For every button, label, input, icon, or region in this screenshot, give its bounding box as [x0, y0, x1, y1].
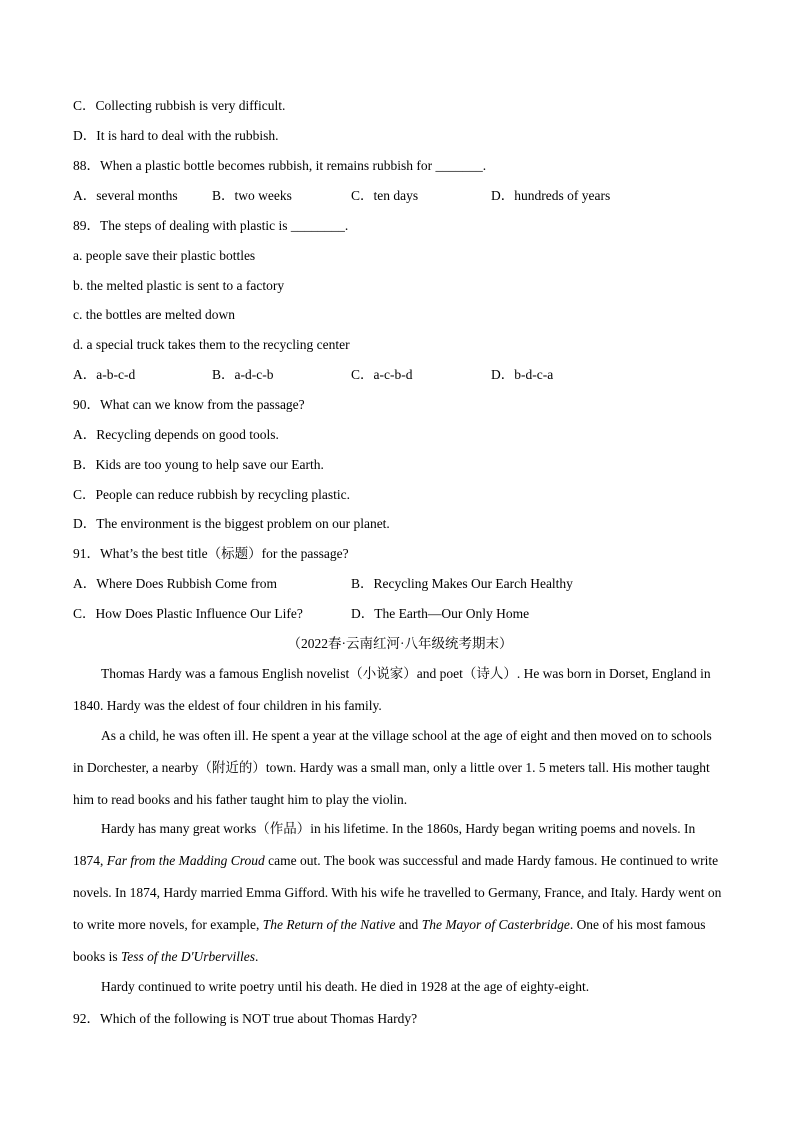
q92-stem: 92．Which of the following is NOT true about Thomas Hardy?	[73, 1011, 418, 1026]
q88-option-d: D．hundreds of years	[491, 188, 611, 203]
q90-option-d: D．The environment is the biggest problem on our planet.	[73, 516, 390, 531]
book-title-madding-croud: Far from the Madding Croud	[106, 853, 265, 868]
q87-option-d: D．It is hard to deal with the rubbish.	[73, 128, 279, 143]
book-title-mayor-of-casterbridge: The Mayor of Casterbridge	[421, 917, 570, 932]
source-note: （2022春·云南红河·八年级统考期末）	[287, 636, 513, 651]
q89-stem: 89．The steps of dealing with plastic is ________.	[73, 218, 349, 233]
q90-option-c: C．People can reduce rubbish by recycling plastic.	[73, 487, 351, 502]
passage-paragraph-1	[73, 658, 725, 722]
passage-paragraph-3-text-1: Hardy has many great works（作品）in his lifetime. In the 1860s, Hardy began writing poems and novels. In 1874,	[73, 821, 696, 868]
q91-option-a: A．Where Does Rubbish Come from	[73, 576, 277, 591]
passage-paragraph-2-text: As a child, he was often ill. He spent a year at the village school at the age of eight and then moved on to schools in Dorchester, a nearby（附近的）town. Hardy was a small man, only a little over 1. 5 meters tall. His mother taught him to read books and his father taught him to play the violin.	[73, 728, 712, 807]
book-title-return-of-native: The Return of the Native	[262, 917, 396, 932]
passage-paragraph-3	[73, 813, 725, 973]
passage-paragraph-2	[73, 720, 725, 816]
passage-paragraph-3-text-2: came out. The book was successful and made Hardy famous. He continued to write novels. In 1874, Hardy married Emma Gifford. With his wife he travelled to Germany, France, and Italy. Hardy went on to write more novels, for example,	[73, 853, 722, 932]
passage-paragraph-3-text-5: .	[255, 949, 259, 964]
q89-option-b: B．a-d-c-b	[212, 367, 274, 382]
q90-option-b: B．Kids are too young to help save our Earth.	[73, 457, 324, 472]
q89-step-d: d. a special truck takes them to the recycling center	[73, 337, 350, 352]
passage-paragraph-3-text-4: . One of his most famous books is	[73, 917, 706, 964]
q89-step-a: a. people save their plastic bottles	[73, 248, 256, 263]
q91-option-c: C．How Does Plastic Influence Our Life?	[73, 606, 303, 621]
q88-option-a: A．several months	[73, 188, 178, 203]
q89-option-c: C．a-c-b-d	[351, 367, 413, 382]
q90-option-a: A．Recycling depends on good tools.	[73, 427, 279, 442]
q88-stem: 88．When a plastic bottle becomes rubbish, it remains rubbish for _______.	[73, 158, 487, 173]
q89-option-a: A．a-b-c-d	[73, 367, 136, 382]
q90-stem: 90．What can we know from the passage?	[73, 397, 305, 412]
q89-option-d: D．b-d-c-a	[491, 367, 554, 382]
q91-stem: 91．What’s the best title（标题）for the passage?	[73, 546, 349, 561]
q91-option-b: B．Recycling Makes Our Earch Healthy	[351, 576, 573, 591]
q88-option-b: B．two weeks	[212, 188, 292, 203]
q88-option-c: C．ten days	[351, 188, 419, 203]
passage-paragraph-4	[73, 971, 725, 1003]
q91-option-d: D．The Earth—Our Only Home	[351, 606, 530, 621]
q89-step-c: c. the bottles are melted down	[73, 307, 235, 322]
q87-option-c: C．Collecting rubbish is very difficult.	[73, 98, 286, 113]
passage-paragraph-1-text: Thomas Hardy was a famous English novelist（小说家）and poet（诗人）. He was born in Dorset, England in 1840. Hardy was the eldest of four children in his family.	[73, 666, 711, 713]
passage-paragraph-4-text: Hardy continued to write poetry until his death. He died in 1928 at the age of eighty-eight.	[101, 979, 590, 994]
passage-paragraph-3-text-3: and	[395, 917, 422, 932]
book-title-tess: Tess of the D'Urbervilles	[121, 949, 256, 964]
q89-step-b: b. the melted plastic is sent to a factory	[73, 278, 285, 293]
